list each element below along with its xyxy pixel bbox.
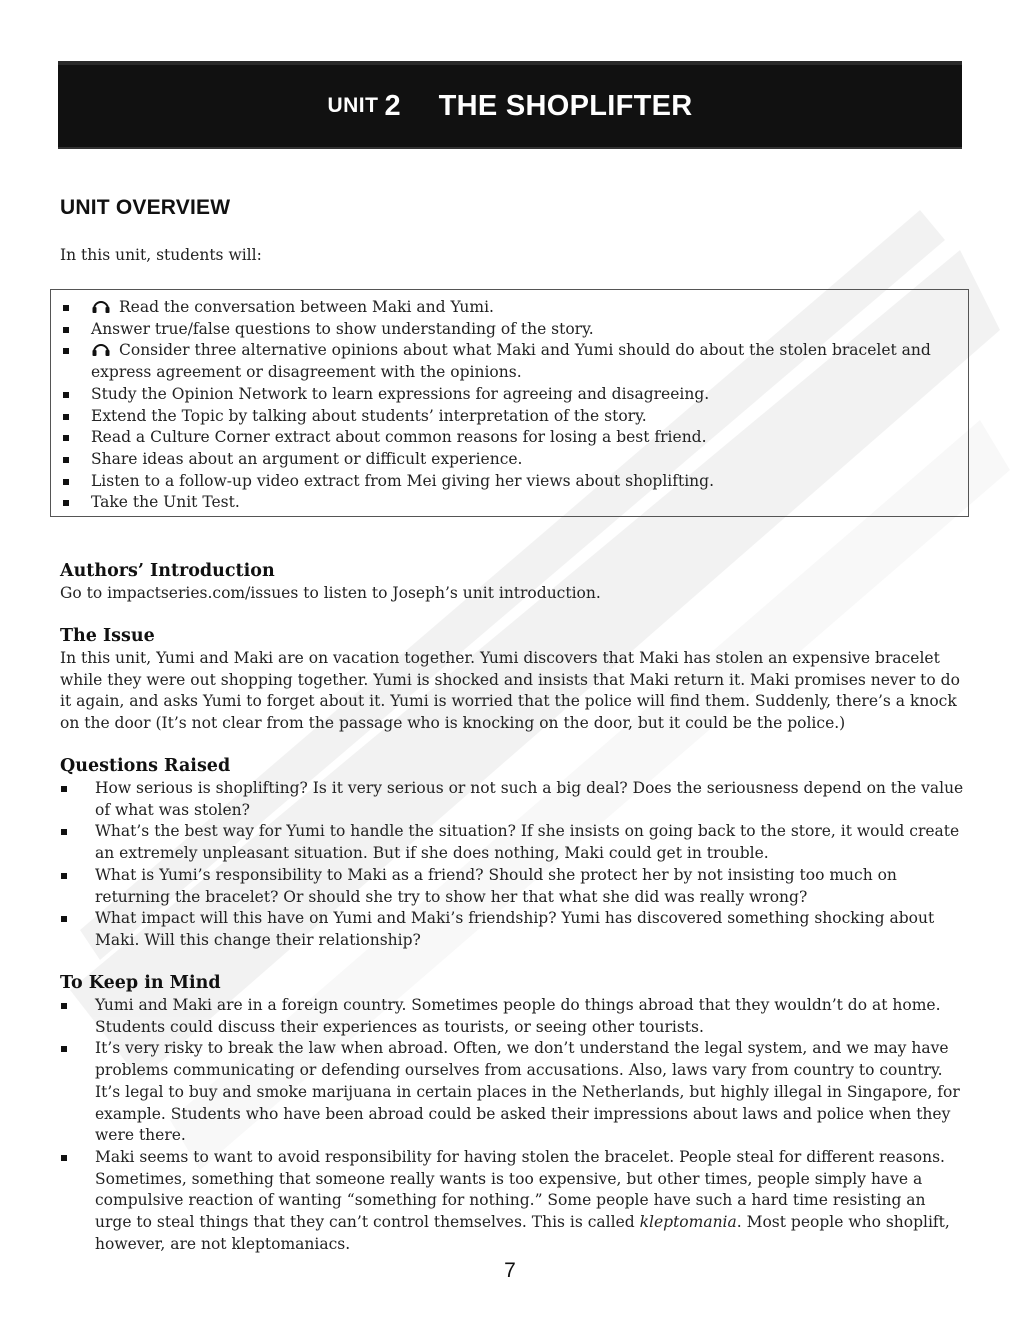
authors-intro-heading: Authors’ Introduction: [60, 561, 275, 581]
unit-overview-heading: UNIT OVERVIEW: [60, 196, 231, 219]
objectives-box: [50, 289, 969, 517]
keep-in-mind-heading: To Keep in Mind: [60, 973, 221, 993]
question-item: What is Yumi’s responsibility to Maki as a friend? Should she protect her by not insisting too much on returning the bracelet? Or should she try to show her that what she did was really wrong?: [60, 865, 964, 908]
objective-text: Take the Unit Test.: [91, 493, 240, 512]
objectives-list: [61, 297, 958, 514]
objective-text: Answer true/false questions to show understanding of the story.: [91, 319, 594, 338]
keep-in-mind-item: Yumi and Maki are in a foreign country. Sometimes people do things abroad that they wouldn’t do at home. Students could discuss their experiences as tourists, or seeing other tourists.: [60, 995, 964, 1038]
keep-in-mind-item: [60, 1147, 964, 1256]
objective-item: [61, 319, 958, 341]
authors-intro-text: Go to impactseries.com/issues to listen to Joseph’s unit introduction.: [60, 584, 601, 602]
question-item: What’s the best way for Yumi to handle the situation? If she insists on going back to the store, it would create an extremely unpleasant situation. But if she does nothing, Maki could get in trouble.: [60, 821, 964, 864]
questions-heading: Questions Raised: [60, 756, 231, 776]
issue-text: In this unit, Yumi and Maki are on vacation together. Yumi discovers that Maki has stolen an expensive bracelet while they were out shopping together. Yumi is shocked and insists that Maki return it. Maki promises never to do it again, and asks Yumi to forget about it. Yumi is worried that the police will find them. Suddenly, there’s a knock on the door (It’s not clear from the passage who is knocking on the door, but it could be the police.): [60, 649, 960, 733]
objective-item: [61, 492, 958, 514]
objective-item: [61, 384, 958, 406]
objective-item: [61, 449, 958, 471]
issue-heading: The Issue: [60, 626, 155, 646]
objective-text: Extend the Topic by talking about students’ interpretation of the story.: [91, 406, 647, 425]
objective-text: Listen to a follow-up video extract from Mei giving her views about shoplifting.: [91, 471, 714, 490]
objective-text: Read a Culture Corner extract about common reasons for losing a best friend.: [91, 428, 707, 447]
questions-list: [60, 778, 964, 952]
unit-title: THE SHOPLIFTER: [438, 89, 693, 122]
unit-banner: [58, 61, 962, 149]
question-item: What impact will this have on Yumi and Maki’s friendship? Yumi has discovered something shocking about Maki. Will this change their relationship?: [60, 908, 964, 951]
page-number: 7: [504, 1259, 516, 1282]
objective-text: Study the Opinion Network to learn expressions for agreeing and disagreeing.: [91, 384, 710, 403]
objective-item: [61, 427, 958, 449]
unit-label: UNIT: [327, 94, 379, 117]
keep-in-mind-list: [60, 995, 964, 1255]
keep-in-mind-text: . Most people who shoplift, however, are not kleptomaniacs.: [95, 1213, 950, 1253]
objective-text: Read the conversation between Maki and Yumi.: [119, 298, 494, 316]
keep-in-mind-text: Maki seems to want to avoid responsibility for having stolen the bracelet. People steal for different reasons. Sometimes, something that someone really wants is too expensive, but other times, people simply have a compulsive reaction of wanting “something for nothing.” Some people have such a hard time resisting an urge to steal things that they can’t control themselves. This is called: [95, 1147, 945, 1232]
objective-item: [61, 340, 958, 383]
overview-intro: In this unit, students will:: [60, 246, 262, 264]
objective-item: [61, 297, 958, 319]
kleptomania-term: kleptomania: [639, 1213, 737, 1232]
question-item: How serious is shoplifting? Is it very serious or not such a big deal? Does the seriousness depend on the value of what was stolen?: [60, 778, 964, 821]
audio-icon: [91, 342, 111, 356]
objective-text: Consider three alternative opinions about what Maki and Yumi should do about the stolen bracelet and express agreement or disagreement with the opinions.: [91, 341, 931, 382]
unit-number: 2: [384, 89, 401, 122]
keep-in-mind-item: It’s very risky to break the law when abroad. Often, we don’t understand the legal system, and we may have problems communicating or defending ourselves from accusations. Also, laws vary from country to country. It’s legal to buy and smoke marijuana in certain places in the Netherlands, but highly illegal in Singapore, for example. Students who have been abroad could be asked their impressions about laws and police when they were there.: [60, 1038, 964, 1147]
objective-text: Share ideas about an argument or difficult experience.: [91, 449, 523, 468]
objective-item: [61, 471, 958, 493]
audio-icon: [91, 299, 111, 313]
objective-item: [61, 406, 958, 428]
